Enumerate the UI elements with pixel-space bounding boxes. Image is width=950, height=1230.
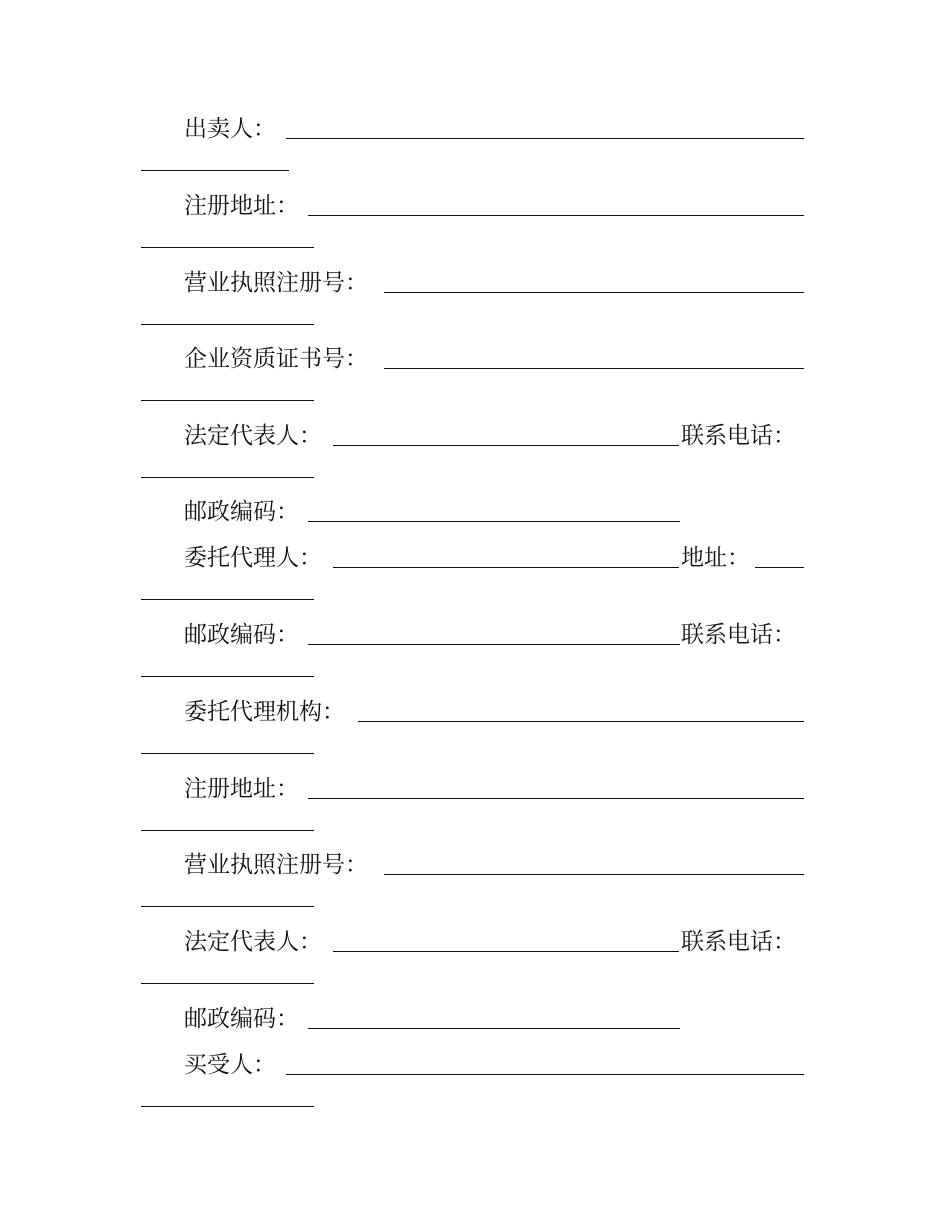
agency-label: 委托代理机构： (184, 699, 345, 725)
agency-address-blank[interactable] (308, 798, 804, 799)
agency-license-blank-continued[interactable] (141, 906, 314, 907)
agency-legal-rep-blank[interactable] (333, 951, 679, 952)
seller-agent-address-blank-continued[interactable] (141, 599, 314, 600)
seller-license-label: 营业执照注册号： (184, 270, 368, 296)
seller-address-label: 注册地址： (184, 193, 299, 219)
seller-agent-phone-label: 联系电话： (681, 622, 796, 648)
seller-legal-rep-phone-label: 联系电话： (681, 423, 796, 449)
seller-label: 出卖人： (184, 116, 276, 142)
seller-license-blank[interactable] (384, 292, 804, 293)
seller-qualification-label: 企业资质证书号： (184, 346, 368, 372)
seller-address-blank-continued[interactable] (141, 247, 314, 248)
seller-agent-phone-blank[interactable] (141, 676, 314, 677)
agency-license-label: 营业执照注册号： (184, 852, 368, 878)
seller-blank[interactable] (286, 138, 804, 139)
agency-legal-rep-label: 法定代表人： (184, 929, 322, 955)
agency-address-label: 注册地址： (184, 776, 299, 802)
seller-address-blank[interactable] (308, 215, 804, 216)
seller-agent-postcode-label: 邮政编码： (184, 622, 299, 648)
agency-blank-continued[interactable] (141, 753, 314, 754)
agency-legal-rep-phone-label: 联系电话： (681, 929, 796, 955)
seller-postcode-blank[interactable] (308, 521, 680, 522)
seller-agent-blank[interactable] (333, 567, 679, 568)
seller-agent-address-label: 地址： (681, 545, 750, 571)
seller-agent-label: 委托代理人： (184, 545, 322, 571)
seller-legal-rep-phone-blank[interactable] (141, 477, 314, 478)
buyer-blank-continued[interactable] (141, 1106, 314, 1107)
buyer-blank[interactable] (286, 1074, 804, 1075)
agency-blank[interactable] (358, 721, 804, 722)
seller-qualification-blank-continued[interactable] (141, 400, 314, 401)
seller-postcode-label: 邮政编码： (184, 499, 299, 525)
seller-license-blank-continued[interactable] (141, 324, 314, 325)
agency-postcode-blank[interactable] (308, 1028, 680, 1029)
agency-license-blank[interactable] (384, 874, 804, 875)
agency-postcode-label: 邮政编码： (184, 1006, 299, 1032)
buyer-label: 买受人： (184, 1052, 276, 1078)
seller-legal-rep-label: 法定代表人： (184, 423, 322, 449)
agency-address-blank-continued[interactable] (141, 830, 314, 831)
seller-blank-continued[interactable] (141, 170, 289, 171)
agency-legal-rep-phone-blank[interactable] (141, 983, 314, 984)
seller-agent-postcode-blank[interactable] (308, 644, 680, 645)
seller-qualification-blank[interactable] (384, 368, 804, 369)
seller-agent-address-blank[interactable] (755, 567, 804, 568)
seller-legal-rep-blank[interactable] (333, 445, 679, 446)
